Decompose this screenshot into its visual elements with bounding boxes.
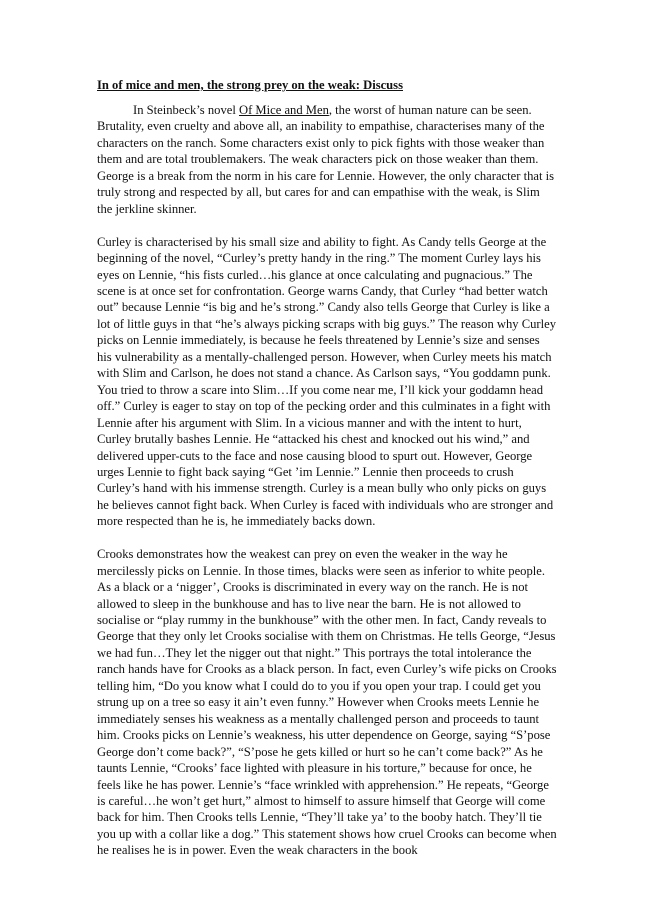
- document-body: [97, 77, 557, 875]
- paragraph-intro-text-start: In Steinbeck’s novel: [133, 103, 239, 117]
- paragraph-intro: [97, 102, 557, 217]
- paragraph-curley: Curley is characterised by his small size and ability to fight. As Candy tells George at the beginning of the novel, “Curley’s pretty handy in the ring.” The moment Curley lays his eyes on Lennie, “his fists curled…his glance at once calculating and pugnacious.” The scene is at once set for confrontation. George warns Candy, that Curley “had better watch out” because Lennie “is big and he’s strong.” Candy also tells George that Curley is like a lot of little guys in that “he’s always picking scraps with big guys.” The reason why Curley picks on Lennie immediately, is because he feels threatened by Lennie’s size and senses his vulnerability as a mentally-challenged person. However, when Curley meets his match with Slim and Carlson, he does not stand a chance. As Carlson says, “You goddamn punk. You tried to throw a scare into Slim…If you come near me, I’ll kick your goddamn head off.” Curley is eager to stay on top of the pecking order and this culminates in a fight with Lennie after his argument with Slim. In a vicious manner and with the intent to hurt, Curley brutally bashes Lennie. He “attacked his chest and knocked out his wind,” and delivered upper-cuts to the face and nose causing blood to spurt out. However, George urges Lennie to fight back saying “Get ’im Lennie.” Lennie then proceeds to crush Curley’s hand with his immense strength. Curley is a mean bully who only picks on guys he believes cannot fight back. When Curley is faced with individuals who are stronger and more respected than he is, he immediately backs down.: [97, 234, 557, 529]
- paragraph-crooks: Crooks demonstrates how the weakest can prey on even the weaker in the way he mercilessly picks on Lennie. In those times, blacks were seen as inferior to white people. As a black or a ‘nigger’, Crooks is discriminated in every way on the ranch. He is not allowed to sleep in the bunkhouse and has to live near the barn. He is not allowed to socialise or “play rummy in the bunkhouse” with the other men. In fact, Candy reveals to George that they only let Crooks socialise with them on Christmas. He tells George, “Jesus we had fun…They let the nigger out that night.” This portrays the total intolerance the ranch hands have for Crooks as a black person. In fact, even Curley’s wife picks on Crooks telling him, “Do you know what I could do to you if you open your trap. I could get you strung up on a tree so easy it ain’t even funny.” However when Crooks meets Lennie he immediately senses his weakness as a mentally challenged person and proceeds to taunt him. Crooks picks on Lennie’s weakness, his utter dependence on George, saying “S’pose George don’t come back?”, “S’pose he gets killed or hurt so he can’t come back?” As he taunts Lennie, “Crooks’ face lighted with pleasure in his torture,” because for once, he feels like he has power. Lennie’s “face wrinkled with apprehension.” He repeats, “George is careful…he won’t get hurt,” almost to himself to assure himself that George will come back for him. Then Crooks tells Lennie, “They’ll take ya’ to the booby hatch. They’ll tie you up with a collar like a dog.” This statement shows how cruel Crooks can become when he realises he is in power. Even the weak characters in the book: [97, 547, 557, 858]
- paragraph-intro-text-end: , the worst of human nature can be seen. Brutality, even cruelty and above all, an inability to empathise, characterises many of the characters on the ranch. Some characters exist only to pick fights with those weaker than them and are total troublemakers. The weak characters pick on those weaker than them. George is a break from the norm in his care for Lennie. However, the only character that is truly strong and respected by all, but cares for and can empathise with the weak, is Slim the jerkline skinner.: [97, 103, 555, 216]
- essay-title: In of mice and men, the strong prey on the weak: Discuss: [97, 78, 403, 92]
- novel-title: Of Mice and Men: [238, 103, 329, 117]
